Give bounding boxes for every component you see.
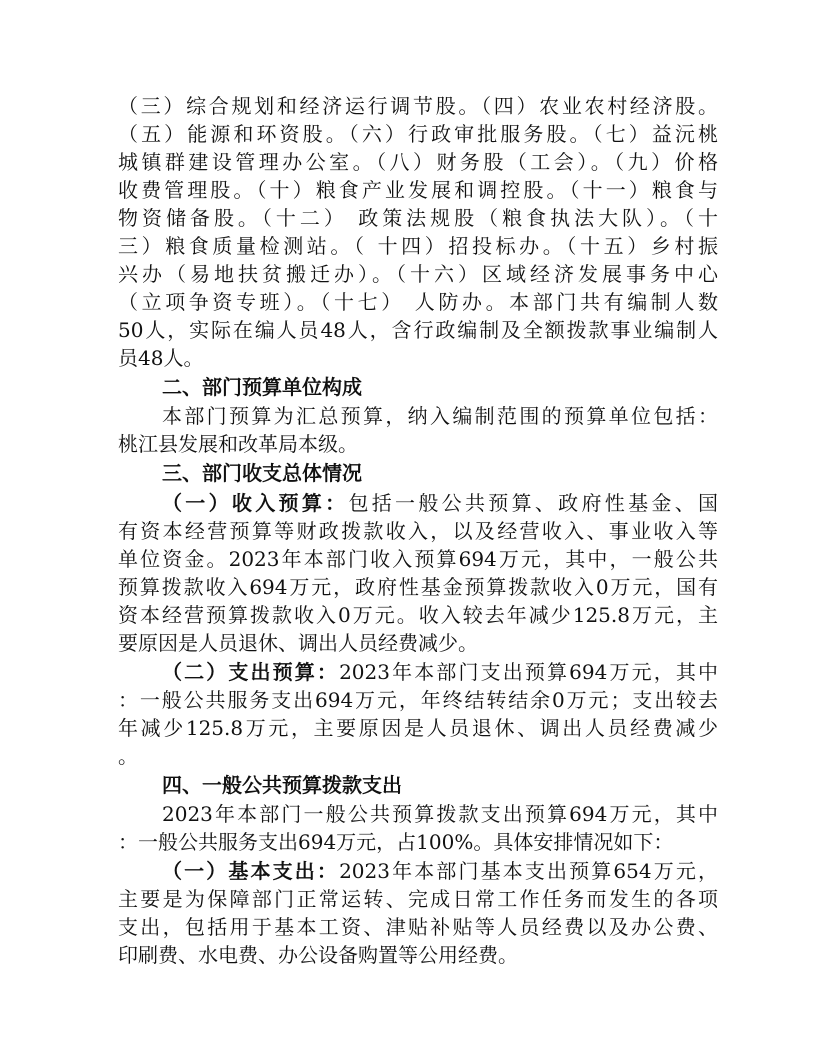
body-text-line: 2023年本部门一般公共预算拨款支出预算694万元，其中 xyxy=(162,802,718,826)
body-text-line: 年减少125.8万元，主要原因是人员退休、调出人员经费减少 xyxy=(118,716,718,740)
body-text-line: 预算拨款收入694万元，政府性基金预算拨款收入0万元，国有 xyxy=(118,575,718,599)
body-text: 2023年本部门基本支出预算654万元， xyxy=(339,859,718,883)
body-text-line: 桃江县发展和改革局本级。 xyxy=(118,432,358,456)
subsection-lead: （一）基本支出： xyxy=(162,859,340,883)
body-text-line: （五）能源和环资股。（六）行政审批服务股。（七）益沅桃 xyxy=(118,122,718,146)
body-text-line: ：一般公共服务支出694万元，年终结转结余0万元；支出较去 xyxy=(118,688,718,712)
body-text-line: 50人，实际在编人员48人，含行政编制及全额拨款事业编制人 xyxy=(118,318,718,342)
body-text-line: 本部门预算为汇总预算，纳入编制范围的预算单位包括： xyxy=(162,404,718,428)
body-text-line: 支出，包括用于基本工资、津贴补贴等人员经费以及办公费、 xyxy=(118,915,718,939)
body-text: 2023年本部门支出预算694万元，其中 xyxy=(339,660,718,684)
body-text-line: 印刷费、水电费、办公设备购置等公用经费。 xyxy=(118,943,518,967)
paragraph-line-with-lead xyxy=(162,857,718,885)
body-text-line: 资本经营预算拨款收入0万元。收入较去年减少125.8万元，主 xyxy=(118,603,718,627)
body-text-line: ：一般公共服务支出694万元，占100%。具体安排情况如下： xyxy=(118,830,674,854)
body-text-line: 主要是为保障部门正常运转、完成日常工作任务而发生的各项 xyxy=(118,887,718,911)
body-text-line: 单位资金。2023年本部门收入预算694万元，其中，一般公共 xyxy=(118,547,718,571)
section-heading: 四、一般公共预算拨款支出 xyxy=(162,773,402,797)
body-text-line: 兴办（易地扶贫搬迁办）。（十六）区域经济发展事务中心 xyxy=(118,262,718,286)
body-text-line: 员48人。 xyxy=(118,346,204,370)
body-text-line: （立项争资专班）。（十七） 人防办。本部门共有编制人数 xyxy=(118,290,718,314)
body-text-line: （三）综合规划和经济运行调节股。（四）农业农村经济股。 xyxy=(118,94,718,118)
section-heading: 二、部门预算单位构成 xyxy=(162,375,362,399)
body-text-line: 收费管理股。（十）粮食产业发展和调控股。（十一）粮食与 xyxy=(118,178,718,202)
body-text-line: 。 xyxy=(118,744,138,768)
body-text: 包括一般公共预算、政府性基金、国 xyxy=(348,491,718,515)
body-text-line: 物资储备股。（十二） 政策法规股（粮食执法大队）。（十 xyxy=(118,206,718,230)
paragraph-line-with-lead xyxy=(162,489,718,517)
subsection-lead: （一）收入预算： xyxy=(162,491,349,515)
body-text-line: 城镇群建设管理办公室。（八）财务股（工会）。（九）价格 xyxy=(118,150,718,174)
subsection-lead: （二）支出预算： xyxy=(162,660,340,684)
body-text-line: 要原因是人员退休、调出人员经费减少。 xyxy=(118,631,478,655)
section-heading: 三、部门收支总体情况 xyxy=(162,461,362,485)
paragraph-line-with-lead xyxy=(162,658,718,686)
body-text-line: 三）粮食质量检测站。（ 十四）招投标办。（十五）乡村振 xyxy=(118,234,718,258)
body-text-line: 有资本经营预算等财政拨款收入，以及经营收入、事业收入等 xyxy=(118,519,718,543)
